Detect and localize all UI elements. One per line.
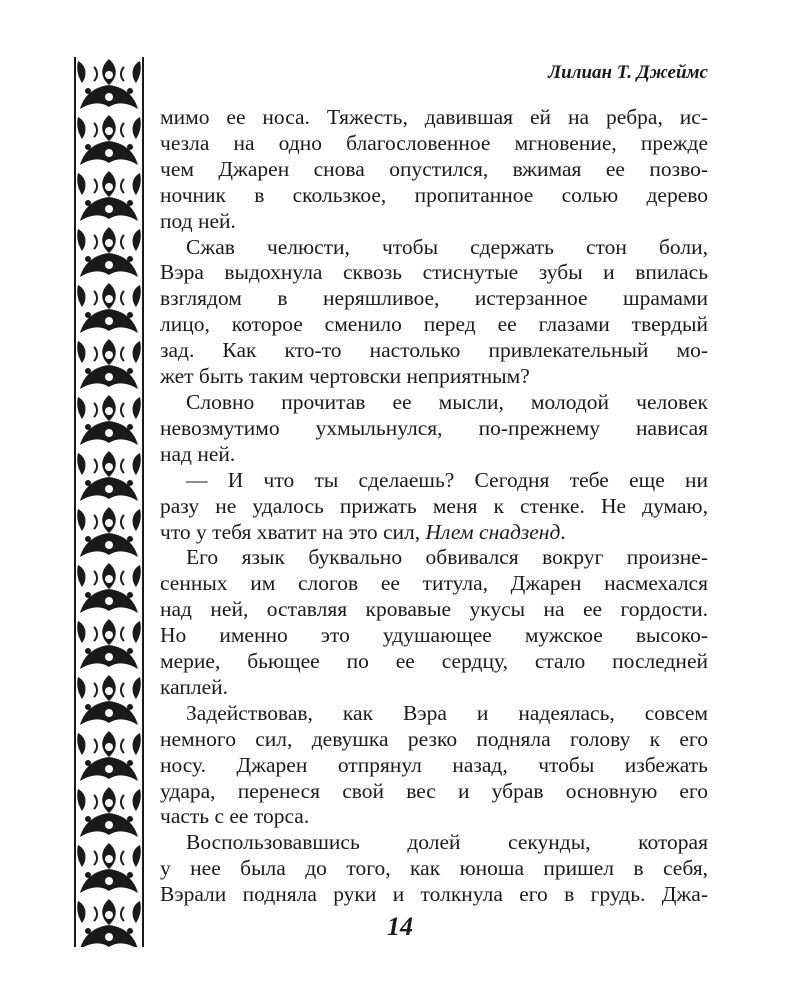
decorative-border-ornament [74, 57, 144, 947]
text-line: Словно прочитав ее мысли, молодой человек [186, 389, 708, 414]
text-line: над ней. [160, 441, 236, 466]
body-text [160, 105, 708, 908]
text-line: удара, перенеся свой вес и убрав основную его [160, 778, 708, 803]
text-line: часть с ее торса. [160, 804, 310, 829]
text-line: у нее была до того, как юноша пришел в себя, [160, 856, 708, 881]
text-line: сенных им слогов ее титула, Джарен насмехался [160, 571, 708, 596]
text-line: Но именно это удушающее мужское высоко- [160, 623, 708, 648]
text-line: мимо ее носа. Тяжесть, давившая ей на ребра, ис- [160, 105, 708, 129]
text-line: ночник в скользкое, пропитанное солью дерево [160, 182, 708, 207]
text-line: Задействовав, как Вэра и надеялась, совсем [186, 700, 708, 725]
text-line: под ней. [160, 208, 236, 233]
text-line: Воспользовавшись долей секунды, которая [186, 830, 708, 855]
text-line: Вэра выдохнула сквозь стиснутые зубы и впилась [160, 260, 708, 285]
text-line: Вэрали подняла руки и толкнула его в грудь. Джа- [160, 882, 708, 907]
text-line: Его язык буквально обвивался вокруг произне- [186, 545, 708, 570]
text-line: жет быть таким чертовски неприятным? [160, 364, 530, 389]
text-line: чезла на одно благословенное мгновение, прежде [160, 130, 708, 155]
text-line: невозмутимо ухмыльнулся, по-прежнему нависая [160, 415, 708, 440]
text-line: над ней, оставляя кровавые укусы на ее гордости. [160, 597, 708, 622]
text-line: чем Джарен снова опустился, вжимая ее позво- [160, 156, 708, 181]
text-line: лицо, которое сменило перед ее глазами твердый [160, 312, 708, 337]
text-line: носу. Джарен отпрянул назад, чтобы избежать [160, 752, 708, 777]
running-head: Лилиан Т. Джеймс [548, 62, 708, 83]
text-line: мерие, бьющее по ее сердцу, стало последней [160, 649, 708, 674]
italic-title: Нлем снадзенд [425, 519, 561, 544]
text-line: Сжав челюсти, чтобы сдержать стон боли, [186, 234, 708, 259]
text-line: каплей. [160, 674, 229, 699]
text-line: — И что ты сделаешь? Сегодня тебе еще ни [186, 467, 708, 492]
page-number: 14 [387, 912, 413, 941]
text-line: зад. Как кто-то настолько привлекательный мо- [160, 338, 708, 363]
text-line: немного сил, девушка резко подняла голову к его [160, 726, 708, 751]
text-line: взглядом в неряшливое, истерзанное шрамами [160, 286, 708, 311]
text-line: разу не удалось прижать меня к стенке. Не думаю, [160, 493, 708, 518]
text-line: что у тебя хватит на это сил, Нлем снадзенд. [160, 519, 566, 544]
